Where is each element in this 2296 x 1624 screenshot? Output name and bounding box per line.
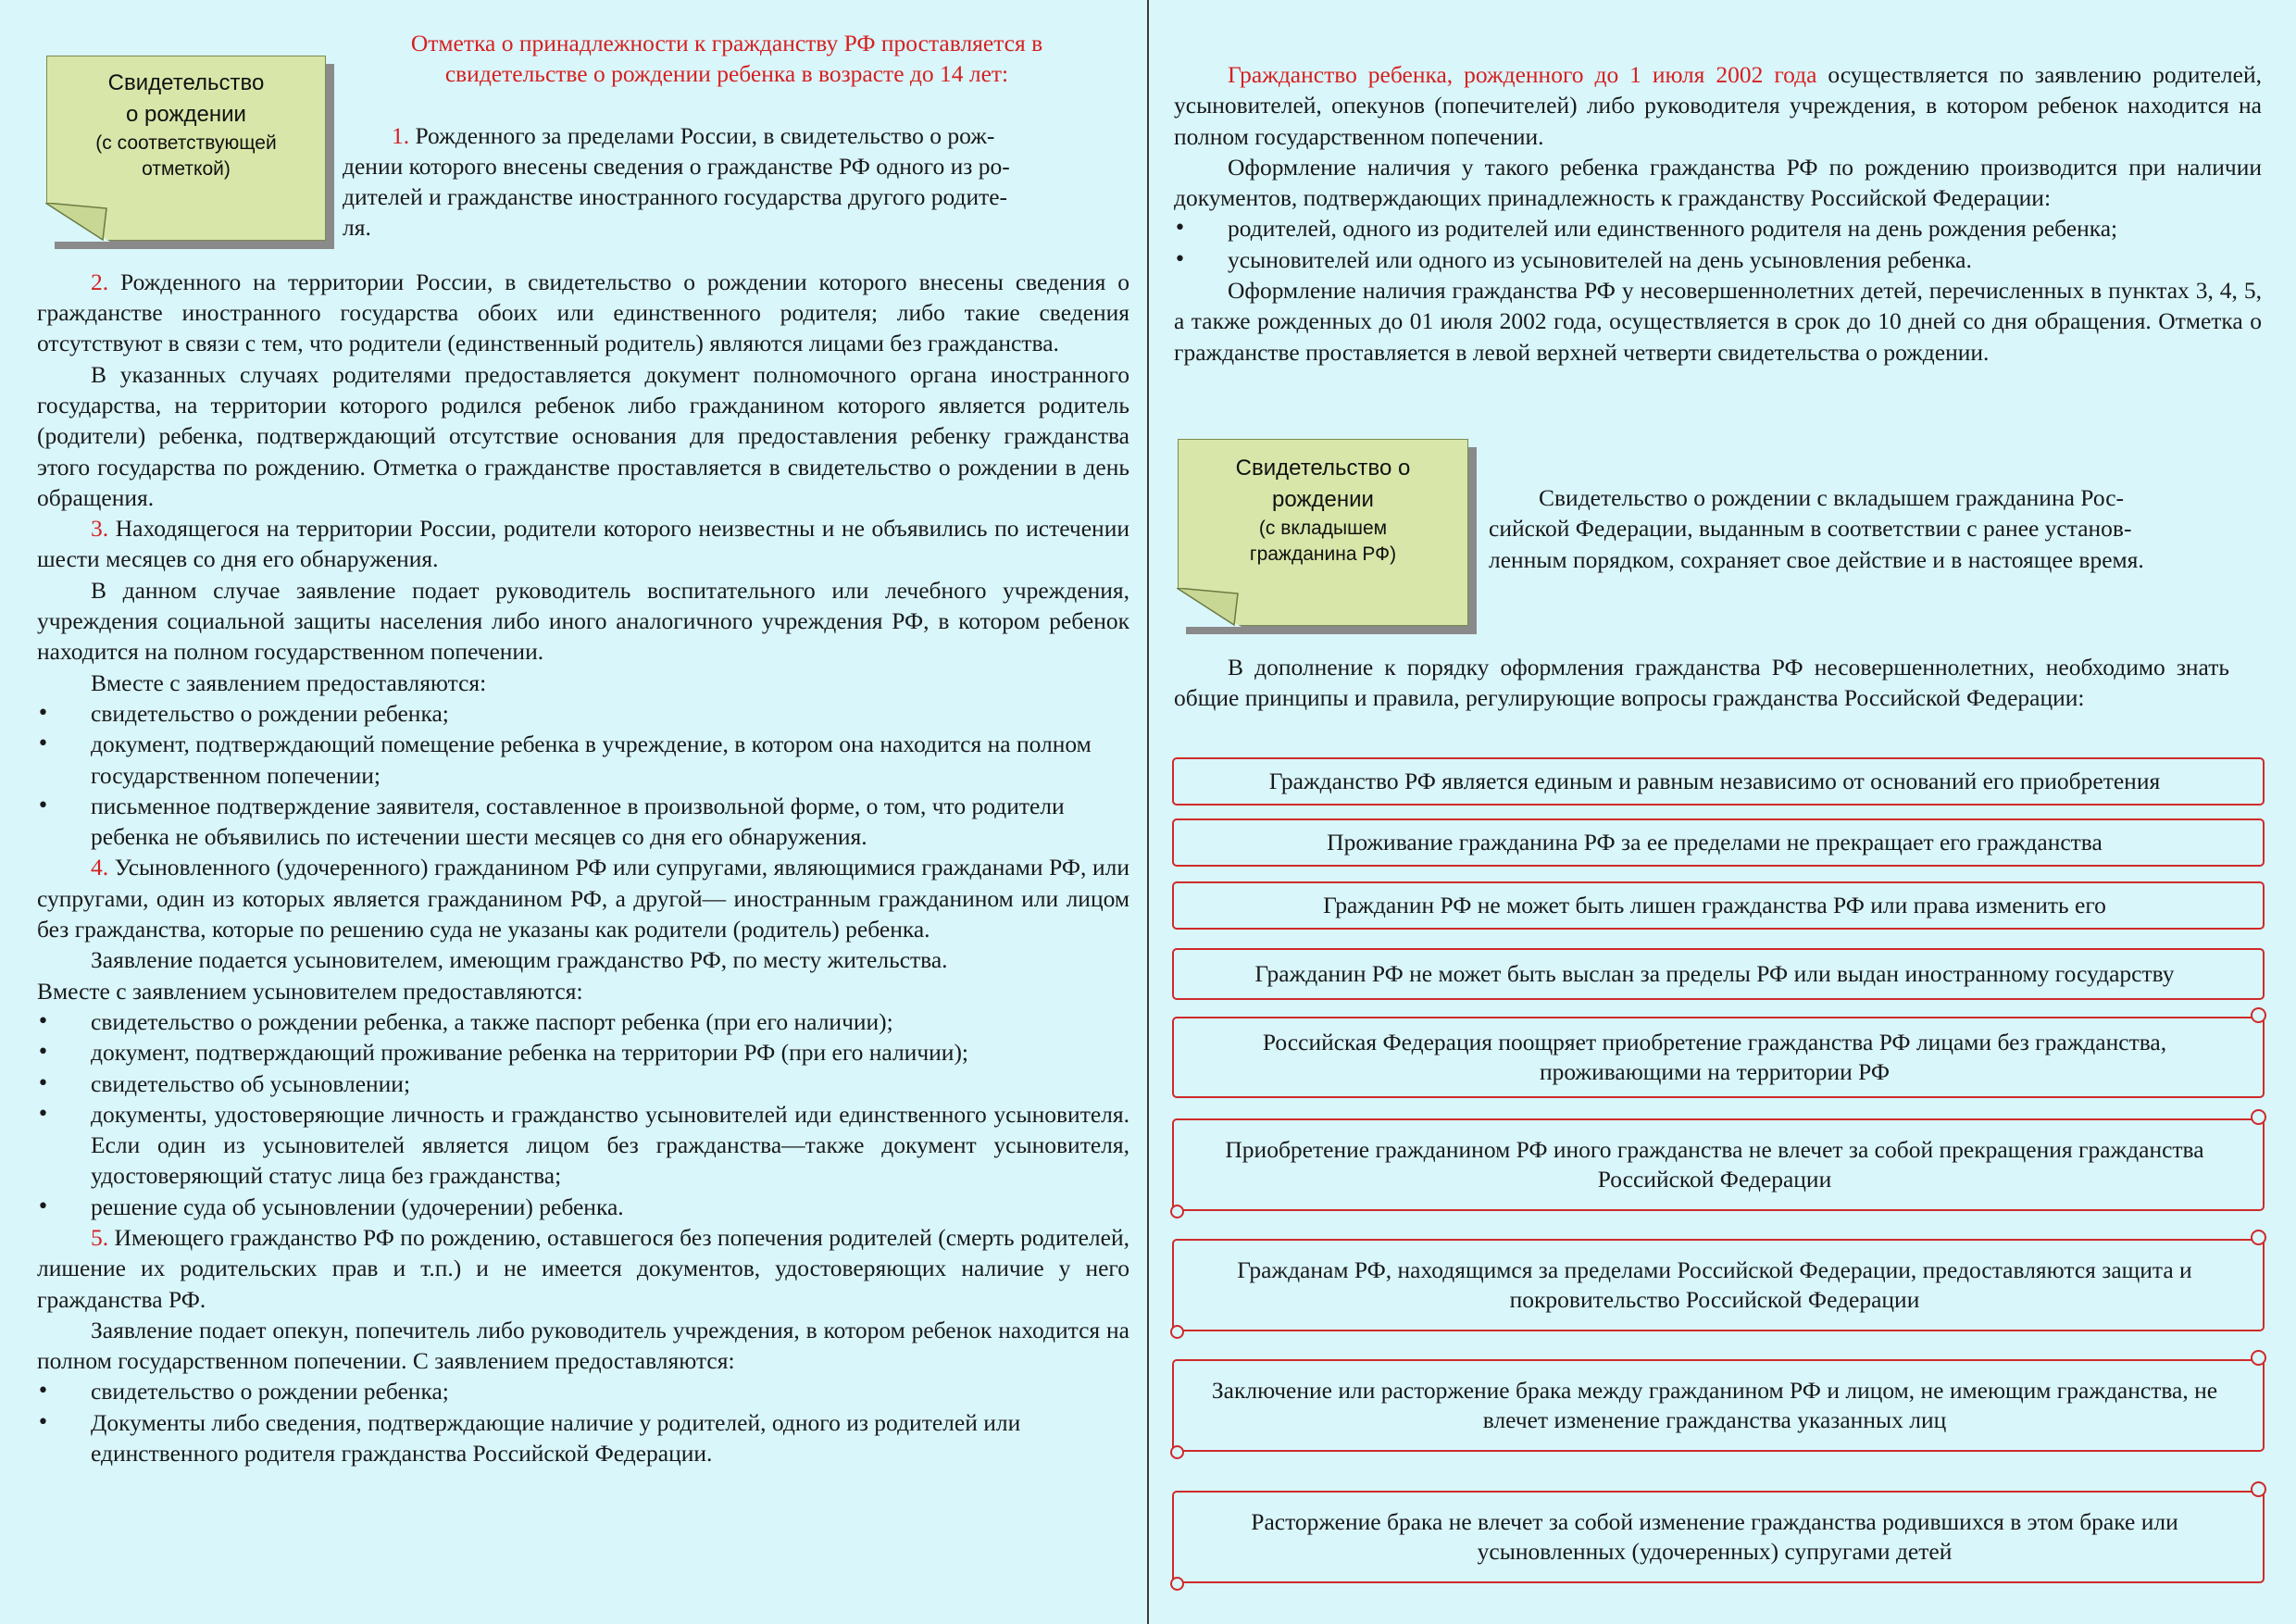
- note-line: рождении: [1272, 487, 1374, 512]
- right-column: [1174, 59, 2262, 368]
- paragraph: Оформление наличия у такого ребенка гражданства РФ по рождению производится при наличии документов, подтверждающих принадлежность к гражданству Российской Федерации:: [1174, 153, 2262, 212]
- insert-note-text: [1489, 482, 2266, 575]
- page-curl-icon: [1177, 588, 1242, 627]
- highlight-text: Гражданство ребенка, рожденного до 1 июля 2002 года: [1228, 61, 1817, 88]
- item-text: Находящегося на территории России, родители которого неизвестны и не объявились по истечении шести месяцев со дня его обнаружения.: [37, 515, 1129, 573]
- principle-scroll: [1172, 1239, 2265, 1331]
- list-item: • усыновителей или одного из усыновителей на день усыновления ребенка.: [1174, 244, 2262, 275]
- list-item: • свидетельство о рождении ребенка;: [37, 1376, 1129, 1406]
- list-item: • Документы либо сведения, подтверждающие наличие у родителей, одного из родителей или единственного родителя гражданства Российской Федерации.: [37, 1407, 1129, 1469]
- item-text: дителей и гражданстве иностранного государства другого родите-: [343, 183, 1008, 211]
- paragraph: Вместе с заявлением усыновителем предоставляются:: [37, 977, 583, 1005]
- item-number: 2.: [91, 268, 109, 295]
- paragraph: В указанных случаях родителями предоставляется документ полномочного органа иностранного государства, на территории которого родился ребенок либо гражданином которого является родитель (родители) ребенка, подтверждающий отсутствие основания для предоставления ребенку гражданства этого государства по рождению. Отметка о гражданстве проставляется в свидетельство о рождении в день обращения.: [37, 360, 1129, 511]
- text-line: сийской Федерации, выданным в соответствии с ранее установ-: [1489, 515, 2132, 543]
- principle-text: Гражданин РФ не может быть выслан за пределы РФ или выдан иностранному государству: [1254, 960, 2175, 987]
- item-number: 5.: [91, 1223, 109, 1251]
- list-item: • свидетельство о рождении ребенка, а также паспорт ребенка (при его наличии);: [37, 1006, 1129, 1037]
- list-item: • документ, подтверждающий проживание ребенка на территории РФ (при его наличии);: [37, 1037, 1129, 1068]
- principle-text: Проживание гражданина РФ за ее пределами не прекращает его гражданства: [1327, 829, 2103, 856]
- note-line: (с вкладышем: [1258, 518, 1388, 539]
- list-item: • документы, удостоверяющие личность и гражданство усыновителей иди единственного усыновителя. Если один из усыновителей является лицом без гражданства—также документ усыновителя, удостоверяющий статус лица без гражданства;: [37, 1099, 1129, 1192]
- principle-scroll: [1172, 1491, 2265, 1583]
- list-item: • документ, подтверждающий помещение ребенка в учреждение, в котором она находится на полном государственном попечении;: [37, 729, 1129, 791]
- note-line: (с соответствующей: [95, 132, 277, 154]
- text-line: ленным порядком, сохраняет свое действие и в настоящее время.: [1489, 545, 2144, 573]
- principle-text: Российская Федерация поощряет приобретение гражданства РФ лицами без гражданства, проживающими на территории РФ: [1262, 1029, 2167, 1085]
- item-text: Рожденного на территории России, в свидетельство о рождении которого внесены сведения о гражданстве иностранного государства обоих или единственного родителя; либо такие сведения отсутствуют в связи с тем, что родители (единственный родитель) являются лицами без гражданства.: [37, 268, 1129, 357]
- paragraph: Заявление подает опекун, попечитель либо руководитель учреждения, в котором ребенок находится на полном государственном попечении. С заявлением предоставляются:: [37, 1316, 1129, 1375]
- principle-scroll: [1172, 818, 2265, 867]
- scroll-curl-icon: [2251, 1350, 2266, 1366]
- documents-list: [1174, 213, 2262, 275]
- item-2: [37, 267, 1129, 359]
- note-line: Свидетельство: [107, 70, 265, 95]
- list-item: • свидетельство об усыновлении;: [37, 1068, 1129, 1099]
- principles-intro: [1174, 652, 2229, 714]
- scroll-curl-icon: [1170, 1325, 1184, 1339]
- scroll-curl-icon: [2251, 1481, 2266, 1497]
- heading-line: свидетельстве о рождении ребенка в возрасте до 14 лет:: [444, 60, 1009, 88]
- left-heading: [37, 28, 1129, 90]
- paragraph: Вместе с заявлением предоставляются:: [91, 668, 487, 696]
- item-number: 4.: [91, 854, 109, 881]
- principle-scroll: [1172, 1359, 2265, 1452]
- item-text: дении которого внесены сведения о гражданстве РФ одного из ро-: [343, 152, 1010, 180]
- paragraph: В данном случае заявление подает руководитель воспитательного или лечебного учреждения, учреждения социальной защиты населения либо иного аналогичного учреждения РФ, в котором ребенок находится на полном государственном попечении.: [37, 576, 1129, 666]
- text-line: Свидетельство о рождении с вкладышем гражданина Рос-: [1539, 484, 2125, 511]
- paragraph: [1174, 59, 2262, 152]
- principle-text: Заключение или расторжение брака между гражданином РФ и лицом, не имеющим гражданства, не влечет изменение гражданства указанных лиц: [1211, 1377, 2218, 1433]
- list-item-4-docs: [37, 1006, 1129, 1222]
- item-5: [37, 1222, 1129, 1315]
- note-line: гражданина РФ): [1249, 543, 1397, 565]
- list-item-3-docs: [37, 698, 1129, 852]
- scroll-curl-icon: [2251, 1230, 2266, 1245]
- principle-text: Расторжение брака не влечет за собой изменение гражданства родившихся в этом браке или усыновленных (удочеренных) супругами детей: [1251, 1508, 2178, 1565]
- principle-scroll: [1172, 881, 2265, 930]
- list-item: • родителей, одного из родителей или единственного родителя на день рождения ребенка;: [1174, 213, 2262, 244]
- item-text: Рожденного за пределами России, в свидетельство о рож-: [409, 121, 995, 149]
- paragraph-text: осуществляется по заявлению родителей, усыновителей, опекунов (попечителей) либо руководителя учреждения, в котором ребенок находится на полном государственном попечении.: [1174, 61, 2262, 150]
- principle-text: Гражданам РФ, находящимся за пределами Российской Федерации, предоставляются защита и покровительство Российской Федерации: [1237, 1256, 2192, 1313]
- scroll-curl-icon: [1170, 1205, 1184, 1218]
- note-line: Свидетельство о: [1235, 456, 1411, 481]
- list-item-5-docs: [37, 1376, 1129, 1468]
- list-item: • свидетельство о рождении ребенка;: [37, 698, 1129, 729]
- item-1: [37, 120, 1129, 244]
- list-item: • письменное подтверждение заявителя, составленное в произвольной форме, о том, что родители ребенка не объявились по истечении шести месяцев со дня его обнаружения.: [37, 791, 1129, 853]
- principle-scroll: [1172, 757, 2265, 806]
- principle-scroll: [1172, 1118, 2265, 1211]
- heading-line: Отметка о принадлежности к гражданству РФ проставляется в: [410, 30, 1043, 56]
- birth-certificate-insert-note: [1178, 439, 1468, 626]
- principle-text: Гражданство РФ является единым и равным независимо от оснований его приобретения: [1268, 768, 2161, 794]
- paragraph: [1489, 482, 2266, 575]
- scroll-curl-icon: [1170, 1577, 1184, 1591]
- note-line: о рождении: [126, 102, 246, 127]
- list-item: • решение суда об усыновлении (удочерении) ребенка.: [37, 1192, 1129, 1222]
- paragraph: В дополнение к порядку оформления гражданства РФ несовершеннолетних, необходимо знать общие принципы и правила, регулирующие вопросы гражданства Российской Федерации:: [1174, 654, 2229, 712]
- item-number: 1.: [392, 121, 410, 149]
- item-text: Имеющего гражданство РФ по рождению, оставшегося без попечения родителей (смерть родителей, лишение их родительских прав и т.п.) и не имеется документов, удостоверяющих наличие у него гражданства РФ.: [37, 1223, 1129, 1313]
- principle-text: Приобретение гражданином РФ иного гражданства не влечет за собой прекращения гражданства Российской Федерации: [1225, 1136, 2204, 1193]
- page-divider: [1147, 0, 1149, 1624]
- scroll-curl-icon: [1170, 1445, 1184, 1459]
- scroll-curl-icon: [2251, 1109, 2266, 1125]
- paragraph: Заявление подается усыновителем, имеющим гражданство РФ, по месту жительства.: [91, 946, 948, 974]
- scroll-curl-icon: [2251, 1007, 2266, 1023]
- principle-scroll: [1172, 948, 2265, 1000]
- item-number: 3.: [91, 515, 109, 543]
- left-column: [37, 28, 1129, 1468]
- item-3: [37, 513, 1129, 575]
- principle-scroll: [1172, 1017, 2265, 1098]
- item-text: Усыновленного (удочеренного) гражданином РФ или супругами, являющимися гражданами РФ, или супругами, один из которых является гражданином РФ, а другой— иностранным гражданином или лицом без гражданства, которые по решению суда не указаны как родители (родитель) ребенка.: [37, 854, 1129, 943]
- item-text: ля.: [343, 214, 371, 242]
- item-4: [37, 852, 1129, 944]
- paragraph: Оформление наличия гражданства РФ у несовершеннолетних детей, перечисленных в пунктах 3, 4, 5, а также рожденных до 01 июля 2002 года, осуществляется в срок до 10 дней со дня обращения. Отметка о гражданстве проставляется в левой верхней четверти свидетельства о рождении.: [1174, 277, 2262, 366]
- note-line: отметкой): [142, 158, 231, 180]
- principle-text: Гражданин РФ не может быть лишен гражданства РФ или права изменить его: [1323, 892, 2106, 918]
